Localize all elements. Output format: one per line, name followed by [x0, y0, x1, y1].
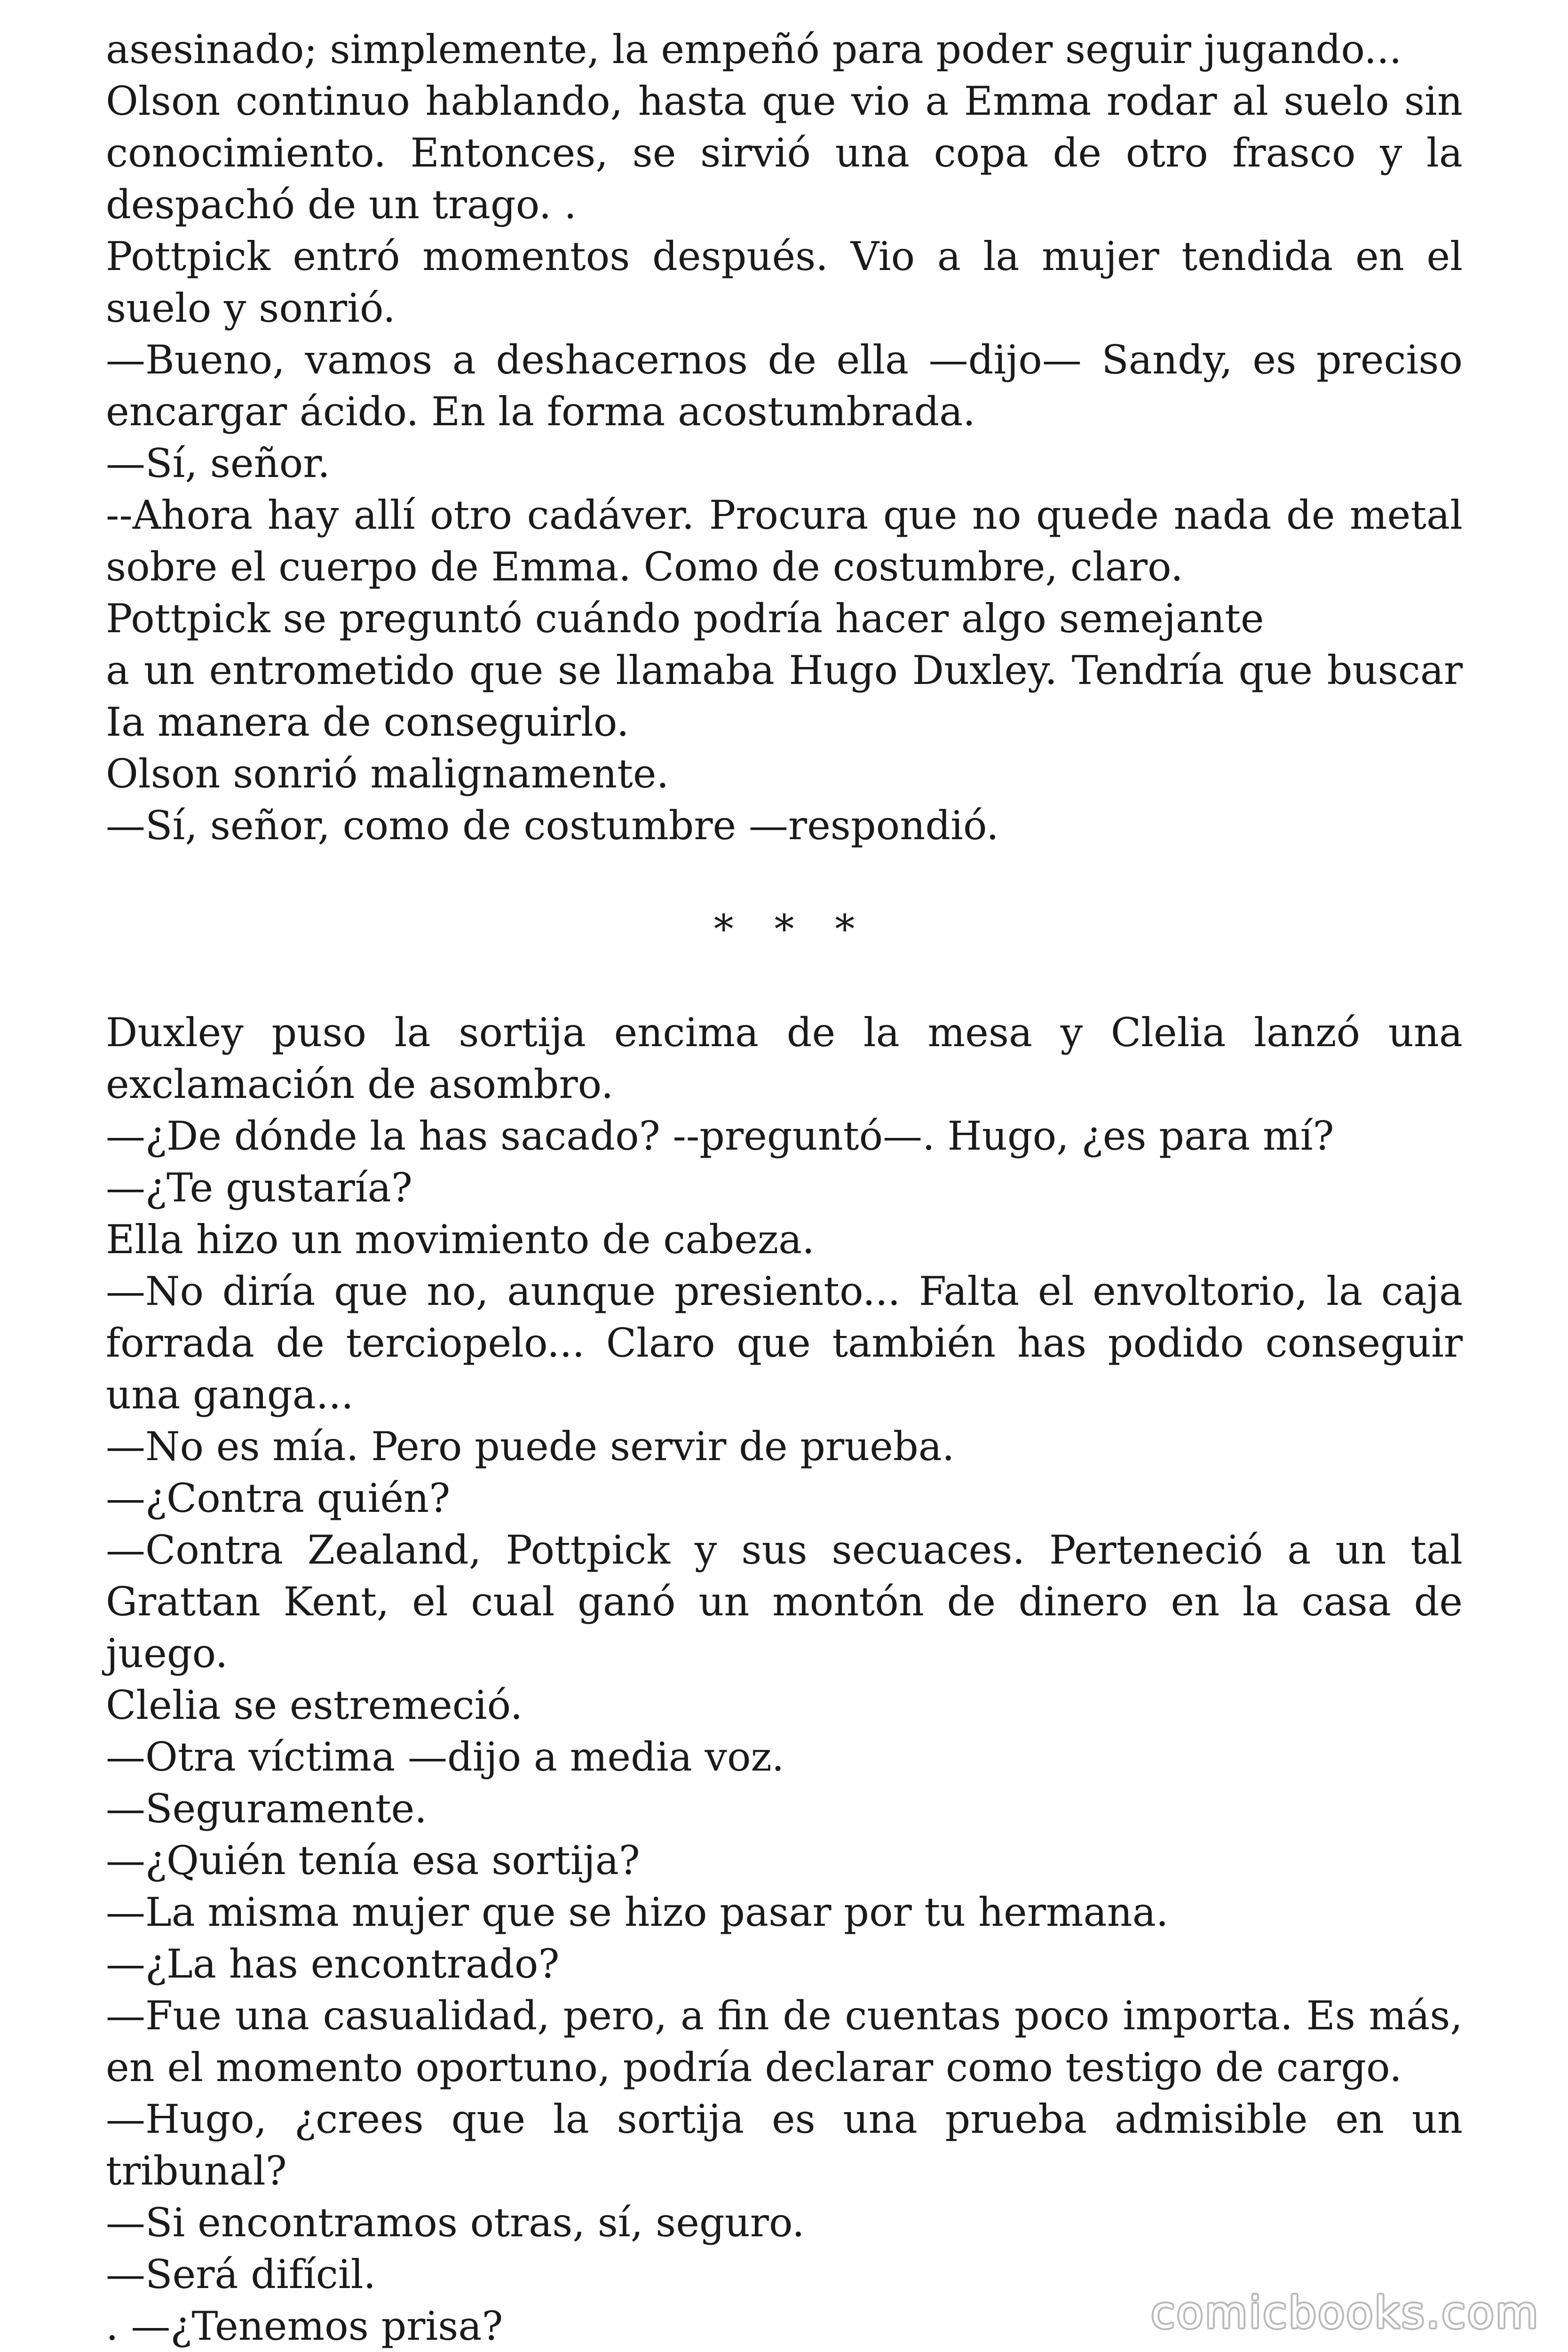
watermark-text: comicbooks.com [1151, 2288, 1540, 2338]
paragraph: —Será difícil. [106, 2251, 376, 2297]
paragraph: asesinado; simplemente, la empeñó para poder seguir jugando... [106, 26, 1402, 72]
paragraph: —Bueno, vamos a deshacernos de ella —dijo— Sandy, es preciso encargar ácido. En la forma acostumbrada. [106, 337, 1463, 435]
section-break: * * * [713, 906, 869, 952]
paragraph: Olson continuo hablando, hasta que vio a Emma rodar al suelo sin conocimiento. Entonces, se sirvió una copa de otro frasco y la despachó de un trago. . [106, 78, 1463, 228]
paragraph: —¿La has encontrado? [106, 1941, 560, 1987]
paragraph: —Sí, señor. [106, 440, 330, 486]
paragraph: —Hugo, ¿crees que la sortija es una prueba admisible en un tribunal? [106, 2096, 1463, 2194]
paragraph: —Otra víctima —dijo a media voz. [106, 1734, 784, 1780]
paragraph: Ella hizo un movimiento de cabeza. [106, 1216, 815, 1263]
paragraph: —No diría que no, aunque presiento... Falta el envoltorio, la caja forrada de terciopelo... Claro que también has podido conseguir una ganga... [106, 1268, 1463, 1418]
paragraph: . —¿Tenemos prisa? [106, 2303, 503, 2349]
paragraph: —Fue una casualidad, pero, a fin de cuentas poco importa. Es más, en el momento oportuno, podría declarar como testigo de cargo. [106, 1993, 1463, 2090]
paragraph: —Contra Zealand, Pottpick y sus secuaces. Perteneció a un tal Grattan Kent, el cual ganó un montón de dinero en la casa de juego. [106, 1527, 1463, 1677]
paragraph: —¿Quién tenía esa sortija? [106, 1837, 640, 1883]
paragraph: —Seguramente. [106, 1786, 427, 1832]
paragraph: —No es mía. Pero puede servir de prueba. [106, 1423, 955, 1470]
paragraph: a un entrometido que se llamaba Hugo Duxley. Tendría que buscar Ia manera de conseguirlo. [106, 647, 1463, 745]
paragraph: Pottpick se preguntó cuándo podría hacer algo semejante [106, 596, 1264, 642]
paragraph: —Sí, señor, como de costumbre —respondió. [106, 803, 999, 849]
paragraph: Clelia se estremeció. [106, 1682, 523, 1728]
paragraph: —¿Te gustaría? [106, 1165, 412, 1211]
paragraph: —¿De dónde la has sacado? --preguntó—. Hugo, ¿es para mí? [106, 1113, 1334, 1159]
paragraph: Pottpick entró momentos después. Vio a la mujer tendida en el suelo y sonrió. [106, 233, 1463, 331]
paragraph: Duxley puso la sortija encima de la mesa y Clelia lanzó una exclamación de asombro. [106, 1009, 1463, 1107]
paragraph: —La misma mujer que se hizo pasar por tu hermana. [106, 1889, 1169, 1935]
section-2 [106, 1007, 1463, 2352]
paragraph: —Si encontramos otras, sí, seguro. [106, 2200, 805, 2246]
paragraph: --Ahora hay allí otro cadáver. Procura que no quede nada de metal sobre el cuerpo de Emma. Como de costumbre, claro. [106, 492, 1463, 590]
paragraph: Olson sonrió malignamente. [106, 751, 669, 797]
page-text [106, 24, 1463, 2352]
paragraph: —¿Contra quién? [106, 1475, 451, 1521]
section-1 [106, 24, 1463, 851]
